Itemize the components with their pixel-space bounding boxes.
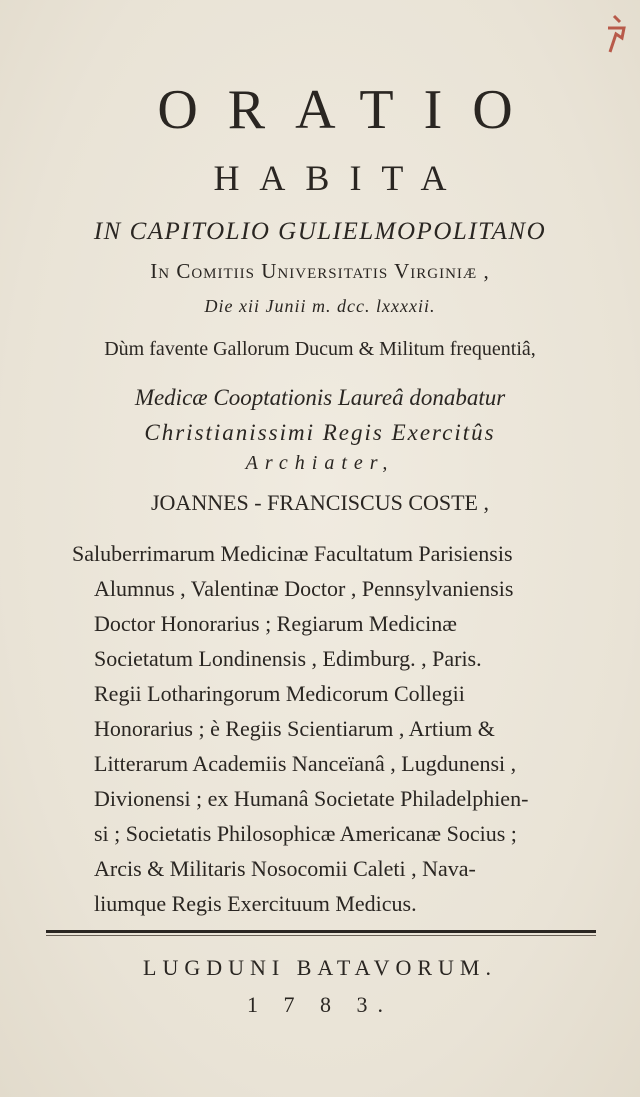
date-line: Die xii Junii m. dcc. lxxxxii. (204, 296, 436, 316)
text-line: Litterarum Academiis Nanceïanâ , Lugdunensi , (94, 751, 517, 776)
text-line: liumque Regis Exercituum Medicus. (94, 891, 417, 916)
imprint-place: LUGDUNI BATAVORUM. (143, 955, 497, 980)
favente-line: Dùm favente Gallorum Ducum & Militum frequentiâ, (104, 338, 536, 360)
text-line: Archiater, (245, 452, 395, 474)
text-line: Regii Lotharingorum Medicorum Collegii (94, 681, 465, 706)
text-line: Societatum Londinensis , Edimburg. , Paris. (94, 646, 482, 671)
place-line: IN CAPITOLIO GULIELMOPOLITANO (93, 218, 547, 245)
text-line: Saluberrimarum Medicinæ Facultatum Parisiensis (72, 541, 513, 566)
occasion-line: In Comitiis Universitatis Virginiæ , (150, 259, 490, 283)
divider-rule (46, 930, 596, 933)
text-line: Divionensi ; ex Humanâ Societate Philadelphien- (94, 786, 529, 811)
text-line: Medicæ Cooptationis Laureâ donabatur (134, 385, 506, 410)
oration-title: ORATIO (157, 79, 543, 141)
text-line: Doctor Honorarius ; Regiarum Medicinæ (94, 611, 457, 636)
divider-rule-thin (46, 935, 596, 936)
text-line: Alumnus , Valentinæ Doctor , Pennsylvaniensis (94, 576, 514, 601)
imprint-year: 1 7 8 3. (247, 992, 393, 1017)
library-stamp-mark (602, 8, 630, 58)
oration-subtitle: HABITA (213, 158, 467, 198)
text-line: si ; Societatis Philosophicæ Americanæ Socius ; (94, 821, 517, 846)
text-line: Christianissimi Regis Exercitûs (144, 420, 496, 445)
text-line: Honorarius ; è Regiis Scientiarum , Artium & (94, 716, 495, 741)
text-line: Arcis & Militaris Nosocomii Caleti , Nava- (94, 856, 476, 881)
author-name: JOANNES - FRANCISCUS COSTE , (150, 490, 489, 515)
